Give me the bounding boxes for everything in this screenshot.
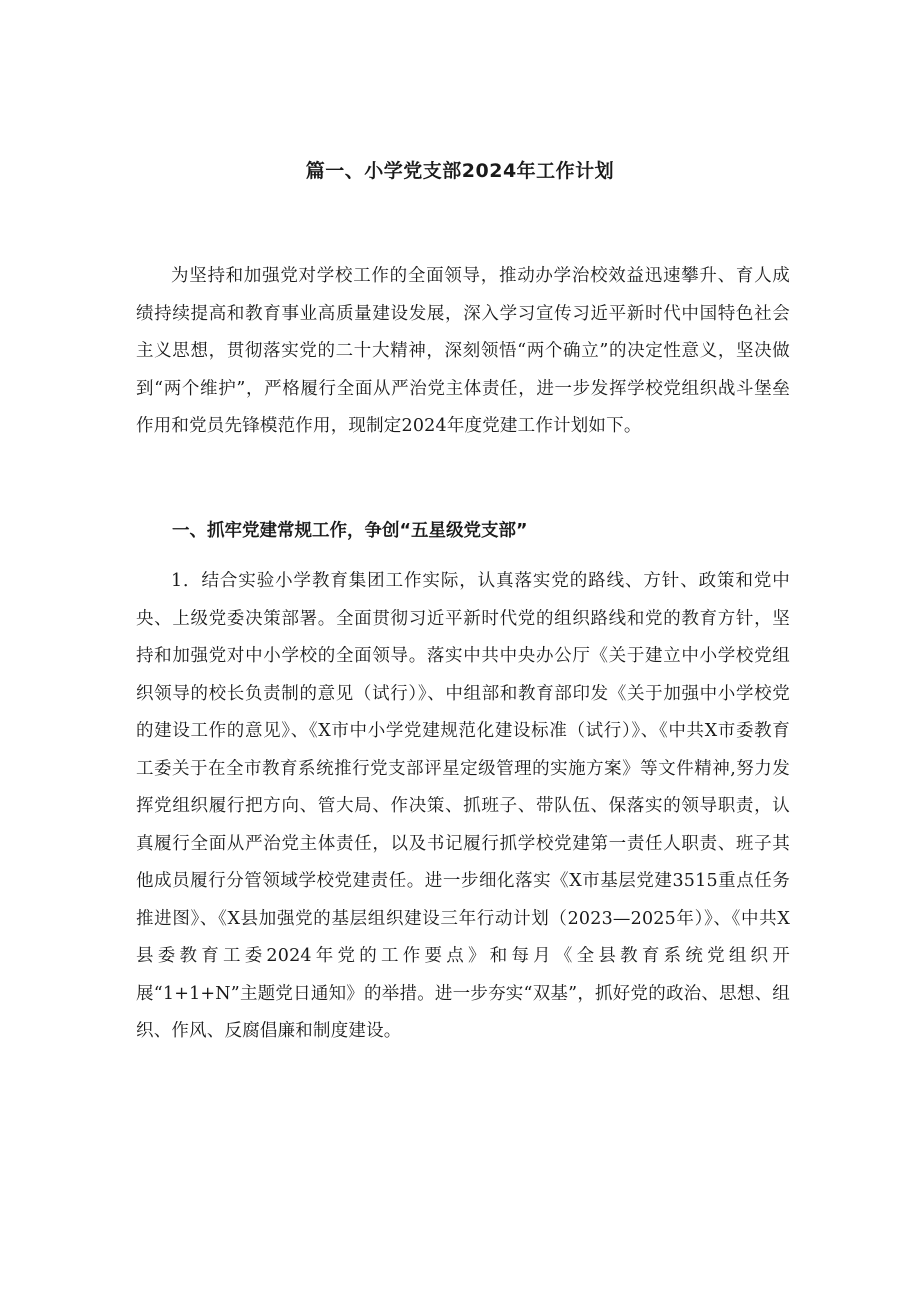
document-title: 篇一、小学党支部2024年工作计划 — [305, 160, 615, 182]
section-heading: 一、抓牢党建常规工作，争创“五星级党支部” — [172, 521, 528, 541]
intro-paragraph: 为坚持和加强党对学校工作的全面领导，推动办学治校效益迅速攀升、育人成绩持续提高和教育事业高质量建设发展，深入学习宣传习近平新时代中国特色社会主义思想，贯彻落实党的二十大精神，深刻领悟“两个确立”的决定性意义，坚决做到“两个维护”，严格履行全面从严治党主体责任，进一步发挥学校党组织战斗堡垒作用和党员先锋模范作用，现制定2024年度党建工作计划如下。 — [136, 266, 790, 436]
section-paragraph: 1．结合实验小学教育集团工作实际，认真落实党的路线、方针、政策和党中央、上级党委决策部署。全面贯彻习近平新时代党的组织路线和党的教育方针，坚持和加强党对中小学校的全面领导。落实中共中央办公厅《关于建立中小学校党组织领导的校长负责制的意见（试行）》、中组部和教育部印发《关于加强中小学校党的建设工作的意见》、《X市中小学党建规范化建设标准（试行）》、《中共X市委教育工委关于在全市教育系统推行党支部评星定级管理的实施方案》等文件精神,努力发挥党组织履行把方向、管大局、作决策、抓班子、带队伍、保落实的领导职责，认真履行全面从严治党主体责任，以及书记履行抓学校党建第一责任人职责、班子其他成员履行分管领域学校党建责任。进一步细化落实《X市基层党建3515重点任务推进图》、《X县加强党的基层组织建设三年行动计划（2023—2025年）》、《中共X县委教育工委2024年党的工作要点》和每月《全县教育系统党组织开展“1+1+N”主题党日通知》的举措。进一步夯实“双基”，抓好党的政治、思想、组织、作风、反腐倡廉和制度建设。 — [136, 571, 790, 1041]
